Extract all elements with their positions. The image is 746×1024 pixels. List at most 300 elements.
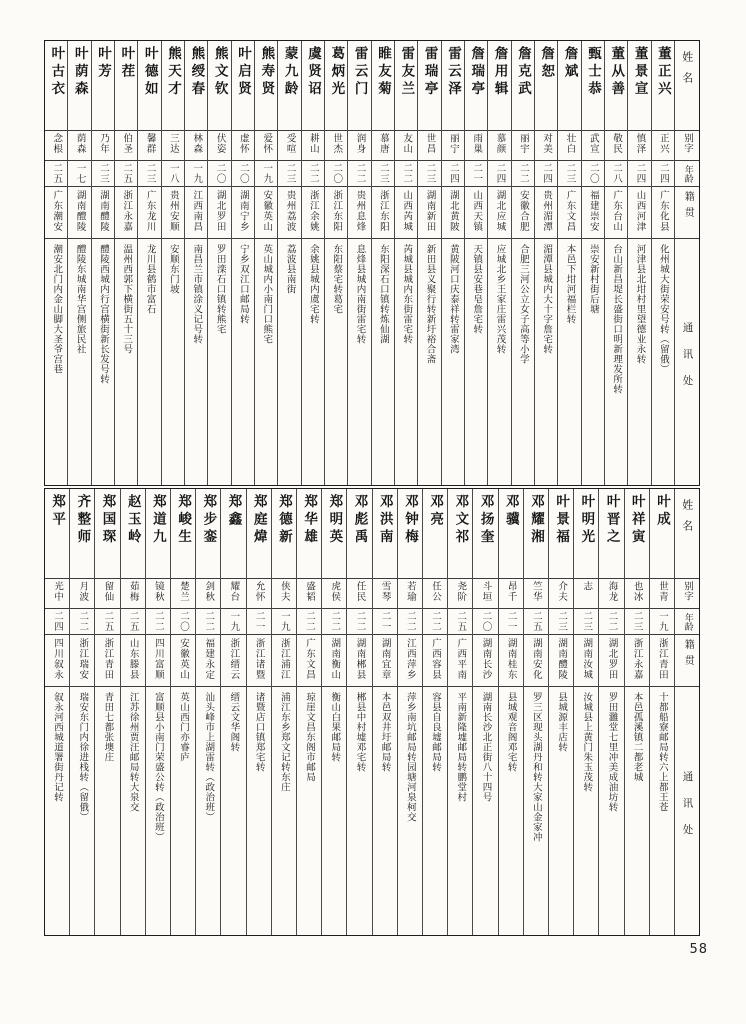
- person-native-place: 四川叙永: [52, 638, 63, 680]
- header-column: [674, 41, 699, 485]
- person-native-place: 山西芮城: [401, 190, 413, 232]
- person-age: 二三: [564, 163, 576, 184]
- person-address: 崇安新村街后塘: [587, 244, 599, 314]
- person-native-place: 贵州息烽: [354, 190, 366, 232]
- person-age: 二〇: [587, 163, 599, 184]
- person-address: 宁乡双江口邮局转: [237, 244, 249, 324]
- person-column: [523, 489, 548, 935]
- person-age: 一九: [656, 611, 668, 632]
- person-courtesy-name: 镜秋: [152, 581, 164, 602]
- person-native-place: 广东化县: [657, 190, 669, 232]
- person-courtesy-name: 允怀: [253, 581, 265, 602]
- person-age: 二三: [97, 163, 109, 184]
- person-address: 诸暨店口镇郑宅转: [253, 692, 265, 772]
- person-courtesy-name: 友山: [401, 133, 413, 154]
- person-column: [67, 41, 90, 485]
- person-name: 郑平: [49, 494, 66, 529]
- person-name: 邓亮: [427, 494, 444, 529]
- native-place-column-label: 籍贯: [682, 191, 694, 223]
- person-age: 二四: [657, 163, 669, 184]
- header-cell-native: [675, 635, 699, 687]
- page-number: 58: [689, 942, 708, 957]
- person-courtesy-name: 正兴: [657, 133, 669, 154]
- person-column: [271, 489, 296, 935]
- person-native-place: 湖南郴县: [354, 638, 366, 680]
- person-column: [184, 41, 207, 485]
- header-cell-name: [675, 41, 699, 131]
- header-cell-age: [675, 161, 699, 187]
- person-address: 荔波县南街: [284, 244, 296, 294]
- person-age: 二四: [634, 163, 646, 184]
- person-address: 东阳蔡宅转葛宅: [331, 244, 343, 314]
- person-native-place: 浙江东阳: [331, 190, 343, 232]
- person-column: [627, 41, 650, 485]
- person-age: 一九: [228, 611, 240, 632]
- person-courtesy-name: 若瑜: [404, 581, 416, 602]
- person-age: 二二: [203, 611, 215, 632]
- person-name: 董景宣: [631, 46, 648, 99]
- person-name: 詹恕: [538, 46, 555, 81]
- person-native-place: 福建崇安: [587, 190, 599, 232]
- person-name: 叶景福: [553, 494, 570, 547]
- person-address: 台山新昌堤长盛街口明新理发所转: [611, 244, 623, 394]
- person-name: 熊绶春: [188, 46, 205, 99]
- person-address: 琼崖文昌东阁市邮局: [304, 692, 316, 782]
- person-native-place: 浙江瑞安: [77, 638, 89, 680]
- person-name: 邓扬奎: [477, 494, 494, 547]
- person-column: [498, 489, 523, 935]
- person-courtesy-name: 慕颜: [494, 133, 506, 154]
- person-address: 衡山白果邮局转: [329, 692, 341, 762]
- person-native-place: 江西萍乡: [404, 638, 416, 680]
- person-age: 二二: [401, 163, 413, 184]
- person-column: [394, 41, 417, 485]
- person-name: 詹克武: [514, 46, 531, 99]
- person-age: 二三: [424, 163, 436, 184]
- person-age: 二二: [517, 163, 529, 184]
- person-address: 醴陵西城内行宫横街新长发号转: [97, 244, 109, 384]
- person-age: 二〇: [480, 611, 492, 632]
- person-name: 郑道九: [149, 494, 166, 547]
- person-native-place: 湖南醴陵: [74, 190, 86, 232]
- person-courtesy-name: 对美: [541, 133, 553, 154]
- person-name: 郑峻生: [175, 494, 192, 547]
- person-address: 潮安北门内金山脚大圣爷宫巷: [51, 244, 63, 374]
- person-address: 湖南长沙北正街八十四号: [480, 692, 492, 802]
- person-name: 詹瑞亭: [468, 46, 485, 99]
- person-column: [397, 489, 422, 935]
- person-courtesy-name: 念根: [51, 133, 63, 154]
- person-courtesy-name: 荫森: [74, 133, 86, 154]
- person-age: 二〇: [214, 163, 226, 184]
- person-courtesy-name: 虎侯: [329, 581, 341, 602]
- person-name: 邓彪禹: [351, 494, 368, 547]
- person-age: 二二: [354, 611, 366, 632]
- person-address: 芮城县城内东街雷宅转: [401, 244, 413, 344]
- person-native-place: 湖南安化: [530, 638, 542, 680]
- person-courtesy-name: 尧阶: [455, 581, 467, 602]
- person-address: 英山西门亦睿庐: [178, 692, 190, 762]
- person-courtesy-name: 楚兰: [178, 581, 190, 602]
- person-column: [45, 489, 69, 935]
- person-native-place: 湖南衡山: [329, 638, 341, 680]
- person-name: 齐整师: [74, 494, 91, 547]
- person-column: [624, 489, 649, 935]
- person-name: 葛炳光: [328, 46, 345, 99]
- person-column: [472, 489, 497, 935]
- person-age: 二四: [52, 611, 63, 632]
- person-column: [170, 489, 195, 935]
- person-column: [347, 41, 370, 485]
- person-column: [464, 41, 487, 485]
- person-age: 二八: [611, 163, 623, 184]
- person-age: 一九: [261, 163, 273, 184]
- person-age: 二〇: [331, 163, 343, 184]
- person-native-place: 贵州安顺: [167, 190, 179, 232]
- person-native-place: 湖南长沙: [480, 638, 492, 680]
- person-courtesy-name: 海龙: [606, 581, 618, 602]
- person-column: [231, 41, 254, 485]
- person-courtesy-name: 敬民: [611, 133, 623, 154]
- person-courtesy-name: 武宣: [587, 133, 599, 154]
- person-age: 二四: [447, 163, 459, 184]
- name-column-label: 姓名: [680, 51, 694, 93]
- person-native-place: 浙江青田: [102, 638, 114, 680]
- person-age: 二一: [379, 611, 391, 632]
- person-column: [604, 41, 627, 485]
- person-name: 叶成: [653, 494, 670, 529]
- header-cell-age: [675, 609, 699, 635]
- person-column: [195, 489, 220, 935]
- person-age: 二三: [144, 163, 156, 184]
- person-name: 叶德如: [141, 46, 158, 99]
- person-native-place: 湖北罗田: [606, 638, 618, 680]
- person-courtesy-name: 壮白: [564, 133, 576, 154]
- person-address: 罗田灉堂七里冲美成油坊转: [606, 692, 618, 812]
- address-column-label: 通讯处: [681, 771, 694, 851]
- person-name: 叶启贤: [235, 46, 252, 99]
- person-age: 二二: [404, 611, 416, 632]
- person-name: 雷云泽: [444, 46, 461, 99]
- person-courtesy-name: 光中: [52, 581, 63, 602]
- person-courtesy-name: 伯圣: [121, 133, 133, 154]
- person-courtesy-name: 斗垣: [480, 581, 492, 602]
- person-name: 雷友兰: [398, 46, 415, 99]
- person-address: 东阳深石口镇转炼仙湖: [377, 244, 389, 344]
- person-age: 二二: [77, 611, 89, 632]
- person-native-place: 浙江永嘉: [121, 190, 133, 232]
- person-name: 甄士恭: [584, 46, 601, 99]
- native-place-column-label: 籍贯: [682, 639, 694, 671]
- person-column: [372, 489, 397, 935]
- address-column-label: 通讯处: [681, 322, 694, 402]
- person-courtesy-name: 茹梅: [127, 581, 139, 602]
- person-address: 化州城大街荣安号转（留俄）: [657, 244, 669, 374]
- directory-table-top: [44, 40, 700, 486]
- person-column: [321, 489, 346, 935]
- person-column: [598, 489, 623, 935]
- person-courtesy-name: 侠夫: [278, 581, 290, 602]
- person-age: 二五: [127, 611, 139, 632]
- person-address: 瑞安东门内徐进栈转（留俄）: [77, 692, 89, 822]
- person-native-place: 湖南汝城: [581, 638, 593, 680]
- person-courtesy-name: 任民: [354, 581, 366, 602]
- person-address: 合肥三河公立女子高等小学: [517, 244, 529, 364]
- person-age: 一九: [278, 611, 290, 632]
- person-age: 二五: [121, 163, 133, 184]
- person-courtesy-name: 丽宁: [447, 133, 459, 154]
- person-age: 二三: [284, 163, 296, 184]
- age-column-label: 年龄: [682, 164, 693, 183]
- person-address: 河津县北坩村里望德业永转: [634, 244, 646, 364]
- person-courtesy-name: 雪琴: [379, 581, 391, 602]
- person-column: [417, 41, 440, 485]
- person-column: [246, 489, 271, 935]
- header-cell-courtesy: [675, 579, 699, 609]
- person-courtesy-name: 爱怀: [261, 133, 273, 154]
- person-native-place: 浙江诸暨: [253, 638, 265, 680]
- person-courtesy-name: 月波: [77, 581, 89, 602]
- person-name: 叶祥寅: [628, 494, 645, 547]
- person-native-place: 湖南新田: [424, 190, 436, 232]
- person-column: [114, 41, 137, 485]
- header-cell-name: [675, 489, 699, 579]
- person-name: 叶茬: [118, 46, 135, 81]
- person-native-place: 安徽英山: [261, 190, 273, 232]
- person-courtesy-name: 受喧: [284, 133, 296, 154]
- person-address: 郴县中村墟邓宅转: [354, 692, 366, 772]
- person-name: 蒙九龄: [281, 46, 298, 99]
- person-address: 安顺东门坡: [167, 244, 179, 294]
- person-native-place: 湖南桂东: [505, 638, 517, 680]
- person-column: [324, 41, 347, 485]
- person-name: 叶荫森: [71, 46, 88, 99]
- person-courtesy-name: 三达: [167, 133, 179, 154]
- person-name: 叶古衣: [48, 46, 65, 99]
- person-age: 二二: [304, 611, 316, 632]
- person-column: [94, 489, 119, 935]
- person-native-place: 浙江浦江: [278, 638, 290, 680]
- person-address: 南昌兰市镇涂义记号转: [191, 244, 203, 344]
- person-address: 汕头峰市上湖雷转（政治班）: [203, 692, 215, 822]
- person-age: 二四: [494, 163, 506, 184]
- person-native-place: 浙江青田: [656, 638, 668, 680]
- person-age: 二〇: [178, 611, 190, 632]
- person-courtesy-name: 昂千: [505, 581, 517, 602]
- person-name: 睢友菊: [374, 46, 391, 99]
- person-address: 黄陂河口庆泰祥转雷家湾: [447, 244, 459, 354]
- person-address: 本邑双井圩邮局转: [379, 692, 391, 772]
- person-native-place: 湖南醴陵: [556, 638, 568, 680]
- person-courtesy-name: 世杰: [331, 133, 343, 154]
- person-name: 雷瑞亭: [421, 46, 438, 99]
- person-native-place: 广东文昌: [304, 638, 316, 680]
- person-column: [220, 489, 245, 935]
- person-courtesy-name: 任公: [430, 581, 442, 602]
- person-age: 二二: [430, 611, 442, 632]
- person-age: 二二: [307, 163, 319, 184]
- person-age: 二〇: [237, 163, 249, 184]
- person-courtesy-name: 丽宇: [517, 133, 529, 154]
- person-address: 龙川县鹤市富石: [144, 244, 156, 314]
- person-native-place: 广东文昌: [564, 190, 576, 232]
- person-name: 郑明英: [326, 494, 343, 547]
- person-column: [581, 41, 604, 485]
- person-name: 郑庭煒: [250, 494, 267, 547]
- person-age: 二五: [51, 163, 63, 184]
- person-column: [511, 41, 534, 485]
- person-age: 一七: [74, 163, 86, 184]
- person-address: 天镇县安巷皂詹宅转: [471, 244, 483, 334]
- person-age: 二一: [253, 611, 265, 632]
- person-native-place: 山东滕县: [127, 638, 139, 680]
- person-name: 詹斌: [561, 46, 578, 81]
- person-address: 应城北乡王家庄雷兴茂转: [494, 244, 506, 354]
- person-column: [277, 41, 300, 485]
- person-native-place: 福建永定: [203, 638, 215, 680]
- person-courtesy-name: 留仙: [102, 581, 114, 602]
- person-native-place: 江西南昌: [191, 190, 203, 232]
- person-address: 容县自良墟邮局转: [430, 692, 442, 772]
- person-column: [371, 41, 394, 485]
- person-name: 熊天才: [165, 46, 182, 99]
- person-courtesy-name: 盛韬: [304, 581, 316, 602]
- person-name: 熊寿贤: [258, 46, 275, 99]
- person-native-place: 山西天镇: [471, 190, 483, 232]
- person-age: 二五: [102, 611, 114, 632]
- person-address: 英山城内小南门口熊宅: [261, 244, 273, 344]
- person-courtesy-name: 志: [581, 581, 593, 592]
- person-column: [447, 489, 472, 935]
- person-native-place: 湖北应城: [494, 190, 506, 232]
- person-age: 二三: [556, 611, 568, 632]
- person-name: 郑步銮: [200, 494, 217, 547]
- person-courtesy-name: 世青: [656, 581, 668, 602]
- person-name: 邓文祁: [452, 494, 469, 547]
- person-courtesy-name: 馨群: [144, 133, 156, 154]
- person-column: [651, 41, 674, 485]
- header-cell-address: [675, 239, 699, 485]
- person-address: 本邑下坩河福栏转: [564, 244, 576, 324]
- person-name: 虞贤诏: [305, 46, 321, 99]
- person-address: 富顺县小南门荣盛公转（政治班）: [152, 692, 164, 842]
- person-age: 二三: [581, 611, 593, 632]
- person-name: 邓钟梅: [401, 494, 418, 547]
- person-column: [346, 489, 371, 935]
- person-column: [548, 489, 573, 935]
- person-native-place: 浙江永嘉: [631, 638, 643, 680]
- person-age: 二一: [471, 163, 483, 184]
- person-column: [441, 41, 464, 485]
- person-age: 二二: [354, 163, 366, 184]
- person-native-place: 广西平南: [455, 638, 467, 680]
- person-column: [534, 41, 557, 485]
- person-column: [91, 41, 114, 485]
- person-age: 二五: [455, 611, 467, 632]
- person-name: 董从善: [608, 46, 625, 99]
- person-native-place: 广西容县: [430, 638, 442, 680]
- person-courtesy-name: 慎泽: [634, 133, 646, 154]
- person-column: [254, 41, 277, 485]
- person-age: 一九: [191, 163, 203, 184]
- person-native-place: 四川富顺: [152, 638, 164, 680]
- age-column-label: 年龄: [682, 612, 693, 631]
- person-age: 二三: [631, 611, 643, 632]
- person-name: 郑国琛: [99, 494, 116, 547]
- person-name: 詹用辑: [491, 46, 508, 99]
- person-address: 息烽县城内南街雷宅转: [354, 244, 366, 344]
- person-address: 叙永河西城道署街丹记转: [52, 692, 63, 802]
- person-address: 湄潭县城内大十字詹宅转: [541, 244, 553, 354]
- person-column: [649, 489, 674, 935]
- directory-tables: [44, 40, 700, 936]
- person-name: 叶晋之: [603, 494, 620, 547]
- person-column: [207, 41, 230, 485]
- person-column: [137, 41, 160, 485]
- person-column: [557, 41, 580, 485]
- header-cell-courtesy: [675, 131, 699, 161]
- person-address: 十都船寮邮局转六上都王苍: [656, 692, 668, 812]
- person-courtesy-name: 虚怀: [237, 133, 249, 154]
- person-name: 郑德新: [275, 494, 292, 547]
- person-column: [145, 489, 170, 935]
- person-column: [301, 41, 324, 485]
- person-name: 郑鑫: [225, 494, 242, 529]
- person-native-place: 山西河津: [634, 190, 646, 232]
- person-address: 浦江东乡郑文记转东庄: [278, 692, 290, 792]
- courtesy-column-label: 别字: [681, 581, 693, 601]
- person-column: [45, 41, 67, 485]
- person-address: 县城源丰店转: [556, 692, 568, 752]
- person-native-place: 安徽英山: [178, 638, 190, 680]
- name-column-label: 姓名: [680, 499, 694, 541]
- person-name: 邓耀湘: [527, 494, 544, 547]
- person-name: 叶明光: [578, 494, 595, 547]
- person-courtesy-name: 乃年: [97, 133, 109, 154]
- person-address: 罗田滦石口镇转熊宅: [214, 244, 226, 334]
- person-name: 邓洪南: [376, 494, 393, 547]
- person-address: 江苏徐州贾汪邮局转大泉交: [127, 692, 139, 812]
- person-name: 叶芳: [95, 46, 112, 81]
- person-address: 汝城县上黄门朱玉茂转: [581, 692, 593, 792]
- person-age: 二五: [530, 611, 542, 632]
- person-address: 新田县义聚行转新圩裕合斋: [424, 244, 436, 364]
- directory-table-bottom: [44, 488, 700, 936]
- person-column: [487, 41, 510, 485]
- person-native-place: 湖南宁乡: [237, 190, 249, 232]
- person-address: 平南新隆墟邮局转鹏堂村: [455, 692, 467, 802]
- person-native-place: 湖南醴陵: [97, 190, 109, 232]
- person-name: 赵玉岭: [124, 494, 141, 547]
- person-column: [120, 489, 145, 935]
- person-address: 罗三区现头湖丹和转大家山金家冲: [530, 692, 542, 842]
- person-courtesy-name: 雨巢: [471, 133, 483, 154]
- person-native-place: 浙江缙云: [228, 638, 240, 680]
- person-courtesy-name: 介夫: [556, 581, 568, 602]
- person-column: [69, 489, 94, 935]
- header-cell-native: [675, 187, 699, 239]
- person-name: 郑华雄: [301, 494, 318, 547]
- person-native-place: 浙江余姚: [307, 190, 319, 232]
- person-native-place: 广东龙川: [144, 190, 156, 232]
- person-address: 醴陵东城南华宫侧旅民社: [74, 244, 86, 354]
- person-courtesy-name: 林森: [191, 133, 203, 154]
- person-native-place: 广东台山: [611, 190, 623, 232]
- person-courtesy-name: 润身: [354, 133, 366, 154]
- person-address: 温州西郭下横街五十三号: [121, 244, 133, 354]
- person-courtesy-name: 耀台: [228, 581, 240, 602]
- person-courtesy-name: 剑秋: [203, 581, 215, 602]
